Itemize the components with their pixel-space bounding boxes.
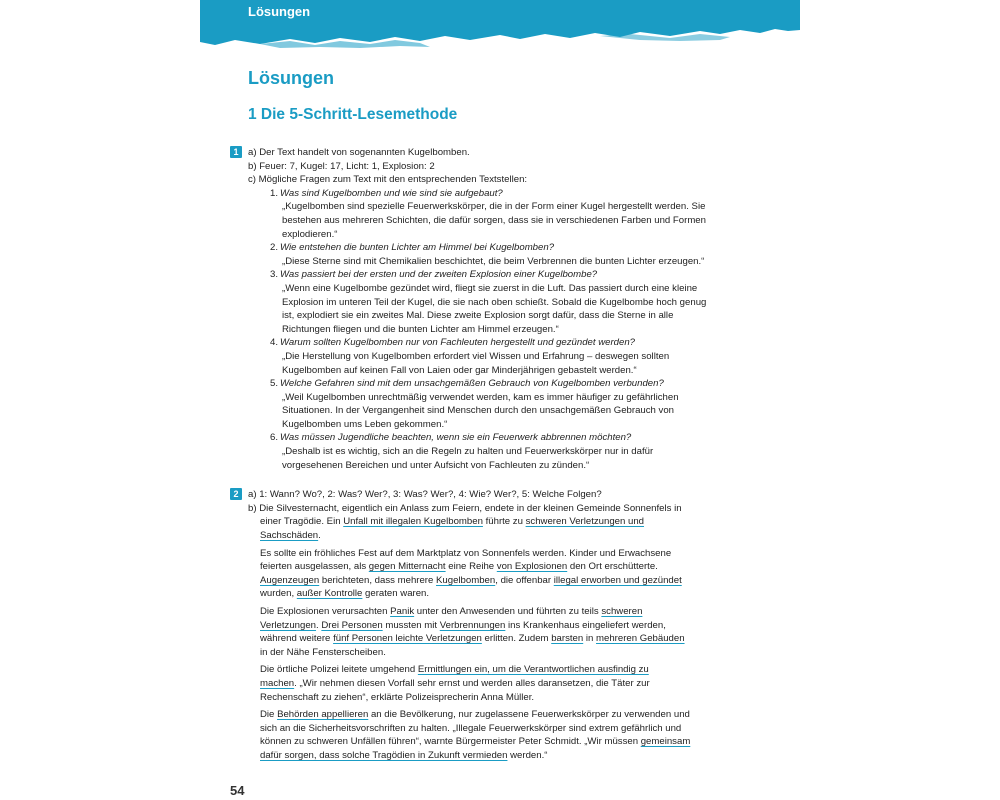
- highlighted-keyword: schweren Verletzungen und: [525, 516, 645, 528]
- text-segment: Die Explosionen verursachten: [260, 606, 391, 617]
- task-2: [230, 488, 770, 762]
- answer-line: „Diese Sterne sind mit Chemikalien beschichtet, die beim Verbrennen die bunten Lichter erzeugen.“: [282, 255, 705, 267]
- answer-line: „Wenn eine Kugelbombe gezündet wird, fliegt sie zuerst in die Luft. Das passiert durch eine kleine: [282, 282, 698, 294]
- text-segment: Es sollte ein fröhliches Fest auf dem Marktplatz von Sonnenfels werden. Kinder und Erwachsene: [260, 547, 672, 559]
- question-list: [248, 187, 770, 472]
- answer-b-label: b): [248, 502, 260, 514]
- article-line: [260, 722, 770, 736]
- header-banner: [200, 0, 800, 48]
- highlighted-keyword: mehreren Gebäuden: [596, 633, 685, 645]
- highlighted-keyword: Augenzeugen: [260, 574, 320, 586]
- answer-line: explodieren.“: [282, 228, 338, 240]
- text-segment: Die örtliche Polizei leitete umgehend: [260, 664, 418, 676]
- answer-line: ist, explodiert sie ein zweites Mal. Diese zweite Explosion sorgt dafür, dass die Sterne in alle: [282, 310, 674, 322]
- question-number: 6.: [270, 432, 279, 444]
- banner-title: Lösungen: [248, 4, 311, 19]
- answer-line: bestehen aus mehreren Schichten, die dafür sorgen, dass sie in verschiedenen Farben und Formen: [282, 214, 706, 226]
- answer-line: vorgesehenen Bereichen und unter Aufsicht von Fachleuten zu zünden.“: [282, 459, 590, 471]
- article-line: [260, 663, 770, 677]
- text-segment: in der Nähe Fensterscheiben.: [260, 646, 386, 658]
- task-number-badge: 1: [230, 146, 242, 158]
- article-line: [260, 560, 770, 574]
- highlighted-keyword: schweren: [601, 606, 643, 617]
- text-segment: Die Silvesternacht, eigentlich ein Anlass zum Feiern, endete in der kleinen Gemeinde Sonnenfels in: [259, 502, 682, 514]
- page: [200, 0, 800, 800]
- highlighted-keyword: Behörden appellieren: [277, 709, 369, 721]
- highlighted-keyword: machen: [260, 677, 295, 689]
- text-segment: können zu schweren Unfällen führen“, warnte Bürgermeister Peter Schmidt. „Wir müssen: [260, 736, 641, 748]
- article-line: [260, 749, 770, 763]
- task2-answer-b: [248, 502, 770, 763]
- article-paragraph: [248, 663, 770, 704]
- article-line: [260, 619, 770, 633]
- article-line: [260, 515, 770, 529]
- text-segment: unter den Anwesenden und führten zu teils: [414, 606, 602, 617]
- answer-line: „Deshalb ist es wichtig, sich an die Regeln zu halten und Feuerwerkskörper nur in dafür: [282, 446, 654, 458]
- question-number: 4.: [270, 337, 279, 349]
- question-text: Warum sollten Kugelbomben nur von Fachleuten hergestellt und gezündet werden?: [280, 337, 636, 349]
- highlighted-keyword: fünf Personen leichte Verletzungen: [333, 633, 482, 645]
- answer-line: „Die Herstellung von Kugelbomben erfordert viel Wissen und Erfahrung – deswegen sollten: [282, 350, 670, 362]
- text-segment: wurden,: [260, 588, 297, 600]
- answer-line: Kugelbomben ums Leben gekommen.“: [282, 418, 448, 430]
- question-item: [260, 241, 770, 268]
- task-1: [230, 146, 770, 472]
- question-text: Wie entstehen die bunten Lichter am Himmel bei Kugelbomben?: [280, 242, 555, 254]
- task-number-badge: 2: [230, 488, 242, 500]
- highlighted-keyword: dafür sorgen, dass solche Tragödien in Zukunft vermieden: [260, 749, 508, 761]
- question-text: Was passiert bei der ersten und der zweiten Explosion einer Kugelbombe?: [280, 269, 598, 281]
- article-line: [260, 708, 770, 722]
- article-line: [260, 677, 770, 691]
- text-segment: mussten mit: [382, 619, 440, 631]
- text-segment: sich an die Sicherheitsvorschriften zu halten. „Illegale Feuerwerkskörper sind extrem gefährlich und: [260, 722, 682, 734]
- question-text: Was müssen Jugendliche beachten, wenn sie ein Feuerwerk abbrennen möchten?: [280, 432, 632, 444]
- highlighted-keyword: gemeinsam: [640, 736, 691, 748]
- text-segment: Die: [260, 709, 278, 721]
- article-line: [260, 646, 770, 660]
- highlighted-keyword: Panik: [390, 606, 415, 617]
- question-number: 2.: [270, 242, 279, 254]
- text-segment: erlitten. Zudem: [481, 633, 552, 645]
- text-segment: .: [316, 619, 322, 631]
- article-line: [260, 691, 770, 705]
- article-paragraph: [248, 605, 770, 659]
- article-line: [260, 605, 770, 619]
- article-paragraph: [248, 502, 770, 543]
- highlighted-keyword: Verbrennungen: [439, 619, 506, 631]
- text-segment: werden.“: [507, 749, 548, 761]
- text-segment: geraten waren.: [362, 588, 430, 600]
- question-item: [260, 377, 770, 431]
- section-title: 1 Die 5-Schritt-Lesemethode: [248, 106, 458, 123]
- article-paragraph: [248, 547, 770, 601]
- text-segment: ins Krankenhaus eingeliefert werden,: [505, 619, 666, 631]
- article-line: [260, 547, 770, 561]
- solutions-content: [230, 146, 770, 767]
- highlighted-keyword: gegen Mitternacht: [368, 561, 446, 573]
- text-segment: feierten ausgelassen, als: [260, 561, 369, 573]
- text-segment: an die Bevölkerung, nur zugelassene Feuerwerkskörper zu verwenden und: [368, 709, 690, 721]
- text-segment: einer Tragödie. Ein: [260, 516, 344, 528]
- answer-line: Situationen. In der Vergangenheit sind Menschen durch den unsachgemäßen Gebrauch von: [282, 405, 675, 417]
- article-line: [248, 502, 770, 516]
- question-item: [260, 187, 770, 241]
- question-number: 3.: [270, 269, 279, 281]
- answer-line: „Weil Kugelbomben unrechtmäßig verwendet werden, kam es immer häufiger zu gefährlichen: [282, 391, 679, 403]
- text-segment: Rechenschaft zu ziehen“, erklärte Polizeisprecherin Anna Müller.: [260, 691, 535, 703]
- answer-line: Richtungen fliegen und die bunten Lichter am Himmel erzeugen.“: [282, 323, 559, 335]
- answer-line: Explosion im unteren Teil der Kugel, die sie nach oben schießt. Sobald die Kugelbombe hoch genug: [282, 296, 707, 308]
- text-segment: während weitere: [260, 633, 334, 645]
- article-line: [260, 529, 770, 543]
- highlighted-keyword: Sachschäden: [260, 530, 319, 542]
- article-line: [260, 587, 770, 601]
- text-segment: führte zu: [482, 516, 526, 528]
- text-segment: .: [318, 530, 321, 542]
- article-line: [260, 574, 770, 588]
- text-segment: in: [583, 633, 597, 645]
- question-text: Welche Gefahren sind mit dem unsachgemäßen Gebrauch von Kugelbomben verbunden?: [280, 378, 664, 390]
- page-number: 54: [230, 783, 245, 798]
- article-line: [260, 632, 770, 646]
- text-segment: den Ort erschütterte.: [567, 561, 658, 573]
- question-item: [260, 336, 770, 377]
- answer-line: „Kugelbomben sind spezielle Feuerwerkskörper, die in der Form einer Kugel hergestellt werden. Sie: [282, 201, 706, 213]
- task1-answer-b: b) Feuer: 7, Kugel: 17, Licht: 1, Explosion: 2: [248, 160, 435, 172]
- task1-answer-c: c) Mögliche Fragen zum Text mit den entsprechenden Textstellen:: [248, 174, 528, 186]
- highlighted-keyword: barsten: [551, 633, 584, 645]
- text-segment: berichteten, dass mehrere: [319, 574, 437, 586]
- article-paragraph: [248, 708, 770, 762]
- text-segment: . „Wir nehmen diesen Vorfall sehr ernst und werden alles daransetzen, die Täter zur: [294, 677, 650, 689]
- highlighted-keyword: Verletzungen: [260, 619, 317, 631]
- highlighted-keyword: Kugelbomben: [436, 574, 496, 586]
- question-number: 5.: [270, 378, 279, 390]
- question-item: [260, 268, 770, 336]
- article-line: [260, 735, 770, 749]
- text-segment: , die offenbar: [495, 574, 554, 586]
- page-title: Lösungen: [248, 68, 334, 88]
- highlighted-keyword: von Explosionen: [496, 561, 568, 573]
- highlighted-keyword: Ermittlungen ein, um die Verantwortlichen ausfindig zu: [417, 664, 649, 676]
- highlighted-keyword: illegal erworben und gezündet: [553, 574, 682, 586]
- question-text: Was sind Kugelbomben und wie sind sie aufgebaut?: [280, 187, 503, 199]
- task2-answer-a: a) 1: Wann? Wo?, 2: Was? Wer?, 3: Was? Wer?, 4: Wie? Wer?, 5: Welche Folgen?: [248, 489, 602, 501]
- highlighted-keyword: Unfall mit illegalen Kugelbomben: [343, 516, 483, 528]
- highlighted-keyword: außer Kontrolle: [296, 588, 363, 600]
- highlighted-keyword: Drei Personen: [321, 619, 383, 631]
- task1-answer-a: a) Der Text handelt von sogenannten Kugelbomben.: [248, 147, 470, 158]
- text-segment: eine Reihe: [445, 561, 497, 573]
- question-item: [260, 431, 770, 472]
- answer-line: Kugelbomben auf keinen Fall von Laien oder gar Minderjährigen gebastelt werden.“: [282, 364, 637, 376]
- question-number: 1.: [270, 187, 279, 199]
